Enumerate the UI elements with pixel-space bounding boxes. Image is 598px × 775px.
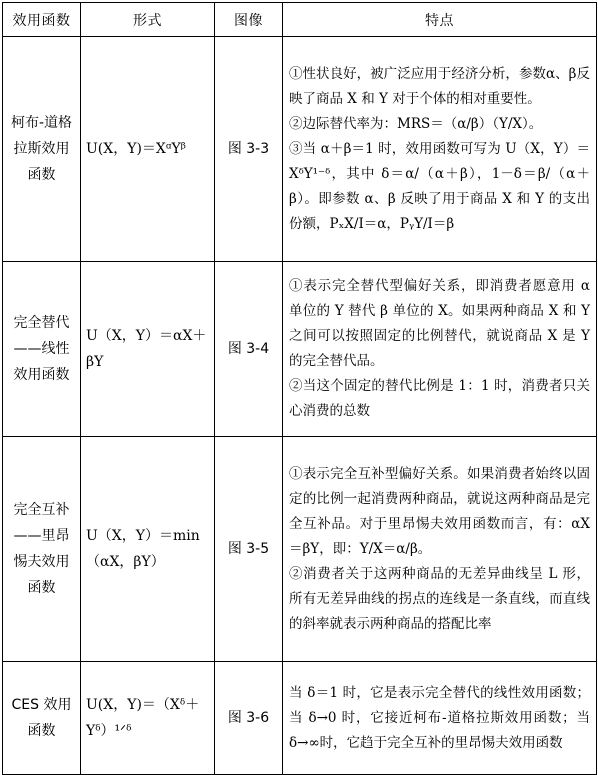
features-cell (283, 437, 597, 662)
feature-text: ①表示完全互补型偏好关系。如果消费者始终以固定的比例一起消费两种商品，就说这两种商品是完全互补品。对于里昂惕夫效用函数而言，有：αX＝βY，即：Y/X＝α/β。 (289, 465, 590, 557)
header-figure: 图像 (215, 3, 283, 37)
feature-text: ②消费者关于这两种商品的无差异曲线呈 L 形，所有无差异曲线的拐点的连线是一条直线，而直线的斜率就表示两种商品的搭配比率 (289, 565, 590, 632)
figure-ref-cell: 图 3-6 (215, 662, 283, 775)
features-cell (283, 662, 597, 775)
feature-text: 当 δ＝1 时，它是表示完全替代的线性效用函数；当 δ→0 时，它接近柯布-道格拉斯效用函数；当 δ→∞时，它趋于完全互补的里昂惕夫效用函数 (289, 684, 590, 751)
utility-function-table (2, 2, 597, 775)
table-row (3, 437, 597, 662)
function-form-cell: U（X，Y）＝min（αX，βY） (81, 437, 215, 662)
function-form-cell: U（X，Y）＝αX＋βY (81, 262, 215, 437)
feature-text: ①表示完全替代型偏好关系，即消费者愿意用 α 单位的 Y 替代 β 单位的 X。如果两种商品 X 和 Y 之间可以按照固定的比例替代，就说商品 X 是 Y 的完全替代品。 (289, 278, 590, 369)
feature-text: ①性状良好，被广泛应用于经济分析，参数α、β反映了商品 X 和 Y 对于个体的相对重要性。 (289, 65, 590, 107)
table-row (3, 662, 597, 775)
figure-ref-cell: 图 3-4 (215, 262, 283, 437)
figure-ref-cell: 图 3-5 (215, 437, 283, 662)
function-name-cell: 完全替代——线性效用函数 (3, 262, 81, 437)
feature-text: ③当 α＋β＝1 时，效用函数可写为 U（X，Y）＝XᵟY¹⁻ᵟ，其中 δ＝α/（α＋β），1－δ＝β/（α＋β）。即参数 α、β 反映了用于商品 X 和 Y 的支出份额，PₓX/I＝α，PᵧY/I＝β (289, 140, 590, 232)
table-row (3, 262, 597, 437)
features-cell (283, 262, 597, 437)
feature-text: ②边际替代率为：MRS＝（α/β）（Y/X）。 (289, 115, 543, 132)
header-form: 形式 (81, 3, 215, 37)
table-row (3, 37, 597, 262)
figure-ref-cell: 图 3-3 (215, 37, 283, 262)
function-name-cell: 完全互补——里昂惕夫效用函数 (3, 437, 81, 662)
feature-text: ②当这个固定的替代比例是 1：1 时，消费者只关心消费的总数 (289, 378, 590, 419)
header-row (3, 3, 597, 37)
function-form-cell: U(X，Y)＝（Xᵟ＋Yᵟ）¹ᐟᵟ (81, 662, 215, 775)
features-cell (283, 37, 597, 262)
function-name-cell: 柯布-道格拉斯效用函数 (3, 37, 81, 262)
header-utility-function: 效用函数 (3, 3, 81, 37)
function-name-cell: CES 效用函数 (3, 662, 81, 775)
function-form-cell: U(X，Y)＝XᵅYᵝ (81, 37, 215, 262)
header-features: 特点 (283, 3, 597, 37)
